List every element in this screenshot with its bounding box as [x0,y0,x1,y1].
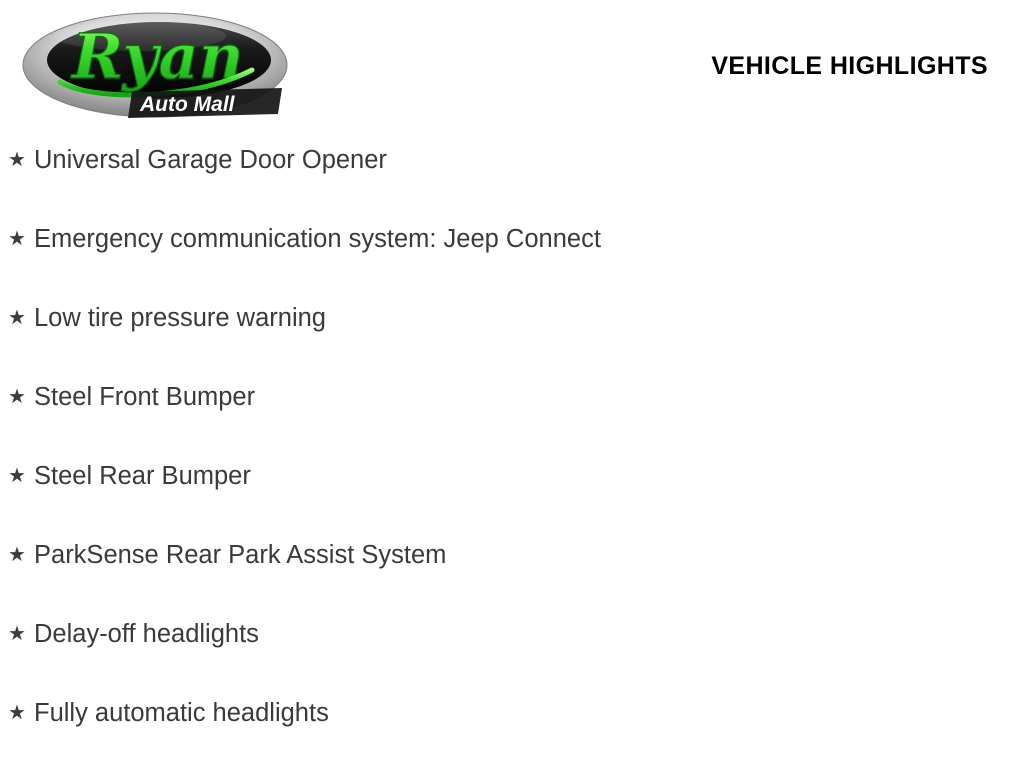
svg-text:Ryan: Ryan [72,20,244,93]
star-bullet-icon: ★ [8,544,26,566]
list-item-label: Fully automatic headlights [34,699,329,727]
star-bullet-icon: ★ [8,228,26,250]
page-header [0,0,1024,130]
list-item [0,543,1024,622]
star-bullet-icon: ★ [8,386,26,408]
list-item [0,306,1024,385]
list-item [0,385,1024,464]
list-item-label: Emergency communication system: Jeep Connect [34,225,601,253]
vehicle-highlights-list [0,148,1024,780]
list-item [0,701,1024,780]
list-item-label: ParkSense Rear Park Assist System [34,541,447,569]
page-title: VEHICLE HIGHLIGHTS [711,52,988,80]
star-bullet-icon: ★ [8,623,26,645]
svg-text:Auto Mall: Auto Mall [140,93,235,116]
list-item-label: Steel Rear Bumper [34,462,251,490]
list-item-label: Universal Garage Door Opener [34,146,387,174]
ryan-auto-mall-logo [20,8,290,123]
star-bullet-icon: ★ [8,702,26,724]
star-bullet-icon: ★ [8,149,26,171]
star-bullet-icon: ★ [8,307,26,329]
list-item-label: Delay-off headlights [34,620,259,648]
list-item-label: Steel Front Bumper [34,383,256,411]
list-item [0,148,1024,227]
star-bullet-icon: ★ [8,465,26,487]
list-item-label: Low tire pressure warning [34,304,326,332]
list-item [0,622,1024,701]
list-item [0,464,1024,543]
list-item [0,227,1024,306]
